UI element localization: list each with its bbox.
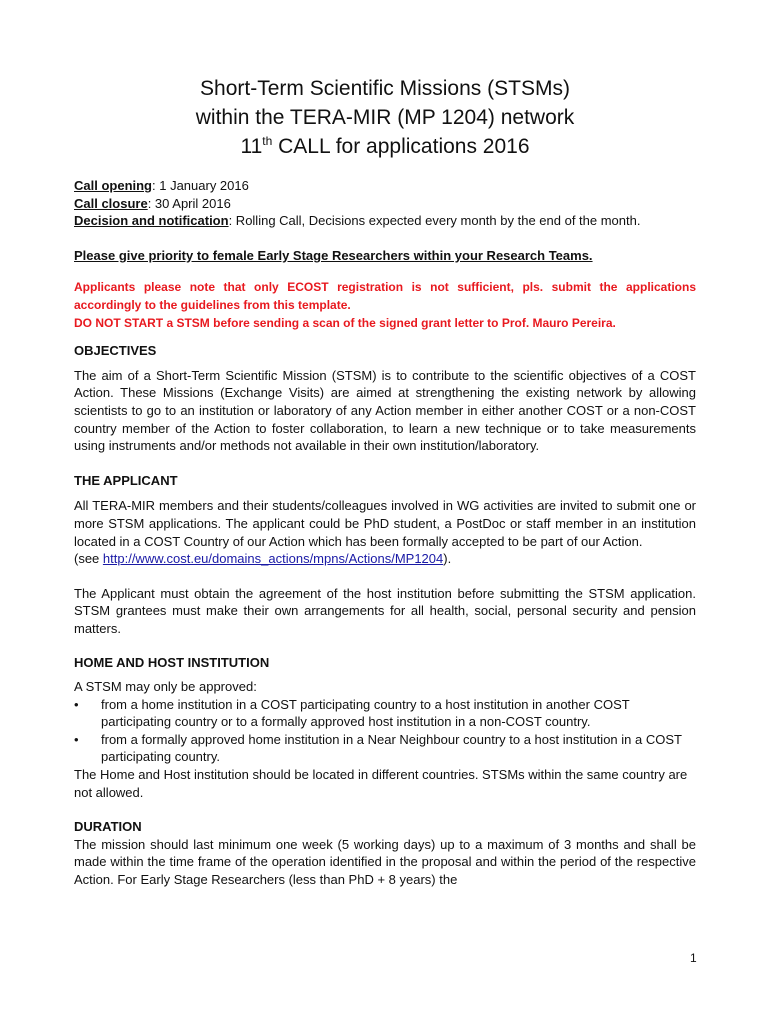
decision-value: : Rolling Call, Decisions expected every month by the end of the month. — [228, 213, 641, 229]
ecost-warning: Applicants please note that only ECOST registration is not sufficient, pls. submit the applications accordingly to the guidelines from this template. — [74, 280, 696, 312]
list-item — [74, 731, 696, 766]
title-line-2: within the TERA-MIR (MP 1204) network — [195, 106, 575, 129]
objectives-heading: OBJECTIVES — [74, 343, 157, 359]
applicant-agreement: The Applicant must obtain the agreement of the host institution before submitting the STSM application. STSM grantees must make their own arrangements for all health, social, personal security and pension matters. — [74, 585, 696, 636]
list-item — [74, 696, 696, 731]
decision-label: Decision and notification — [74, 213, 229, 229]
applicant-heading: THE APPLICANT — [74, 472, 178, 488]
call-opening — [74, 177, 696, 195]
see-prefix: (see — [74, 551, 103, 567]
institution-heading: HOME AND HOST INSTITUTION — [74, 655, 270, 671]
call-number: 11 — [240, 135, 263, 158]
institution-list — [74, 696, 696, 766]
bullet-icon: • — [74, 731, 79, 747]
call-opening-value: : 1 January 2016 — [152, 178, 249, 193]
see-suffix: ). — [443, 551, 452, 567]
applicant-see-line — [74, 550, 696, 568]
call-opening-label: Call opening — [74, 178, 152, 193]
applicant-text: All TERA-MIR members and their students/colleagues involved in WG activities are invited to submit one or more STSM applications. The applicant could be PhD student, a PostDoc or staff member in an institution located in a COST Country of our Action which has been formally accepted to be part of our Action. — [74, 498, 696, 549]
start-warning: DO NOT START a STSM before sending a scan of the signed grant letter to Prof. Mauro Pereira. — [74, 315, 616, 330]
duration-heading: DURATION — [74, 819, 142, 835]
duration-text: The mission should last minimum one week (5 working days) up to a maximum of 3 months and shall be made within the time frame of the operation identified in the proposal and within the period of the respective Action. For Early Stage Researchers (less than PhD + 8 years) the — [74, 836, 696, 887]
call-closure-label: Call closure — [74, 195, 148, 211]
institution-note: The Home and Host institution should be located in different countries. STSMs within the same country are not allowed. — [74, 767, 688, 800]
title-line-1: Short-Term Scientific Missions (STSMs) — [200, 77, 570, 100]
call-closure — [74, 195, 696, 213]
call-title: CALL for applications 2016 — [272, 135, 530, 158]
call-closure-value: : 30 April 2016 — [147, 195, 231, 211]
bullet-icon: • — [74, 696, 79, 712]
cost-action-link[interactable]: http://www.cost.eu/domains_actions/mpns/Actions/MP1204 — [102, 551, 444, 567]
document-body — [74, 177, 696, 889]
objectives-text: The aim of a Short-Term Scientific Mission (STSM) is to contribute to the scientific objectives of a COST Action. These Missions (Exchange Visits) are aimed at strengthening the existing network by allowing scientists to go to an institution or laboratory of any Action member in either another COST or a non-COST country member of the Action to foster collaboration, to learn a new technique or to take measurements using instruments and/or methods not available in their own institution/laboratory. — [74, 367, 696, 454]
call-number-suffix: th — [262, 134, 273, 148]
document-title — [0, 74, 770, 161]
decision-notification — [74, 212, 696, 230]
priority-note: Please give priority to female Early Stage Researchers within your Research Teams. — [74, 247, 593, 263]
page-number: 1 — [690, 951, 697, 965]
list-item-text: from a formally approved home institution in a Near Neighbour country to a host institution in a COST participating country. — [101, 731, 682, 765]
call-dates — [74, 177, 696, 230]
warning-block — [74, 279, 696, 332]
institution-intro: A STSM may only be approved: — [74, 679, 257, 695]
list-item-text: from a home institution in a COST participating country to a host institution in another COST participating country or to a formally approved host institution in a non-COST country. — [101, 696, 630, 730]
title-line-3 — [0, 132, 770, 161]
